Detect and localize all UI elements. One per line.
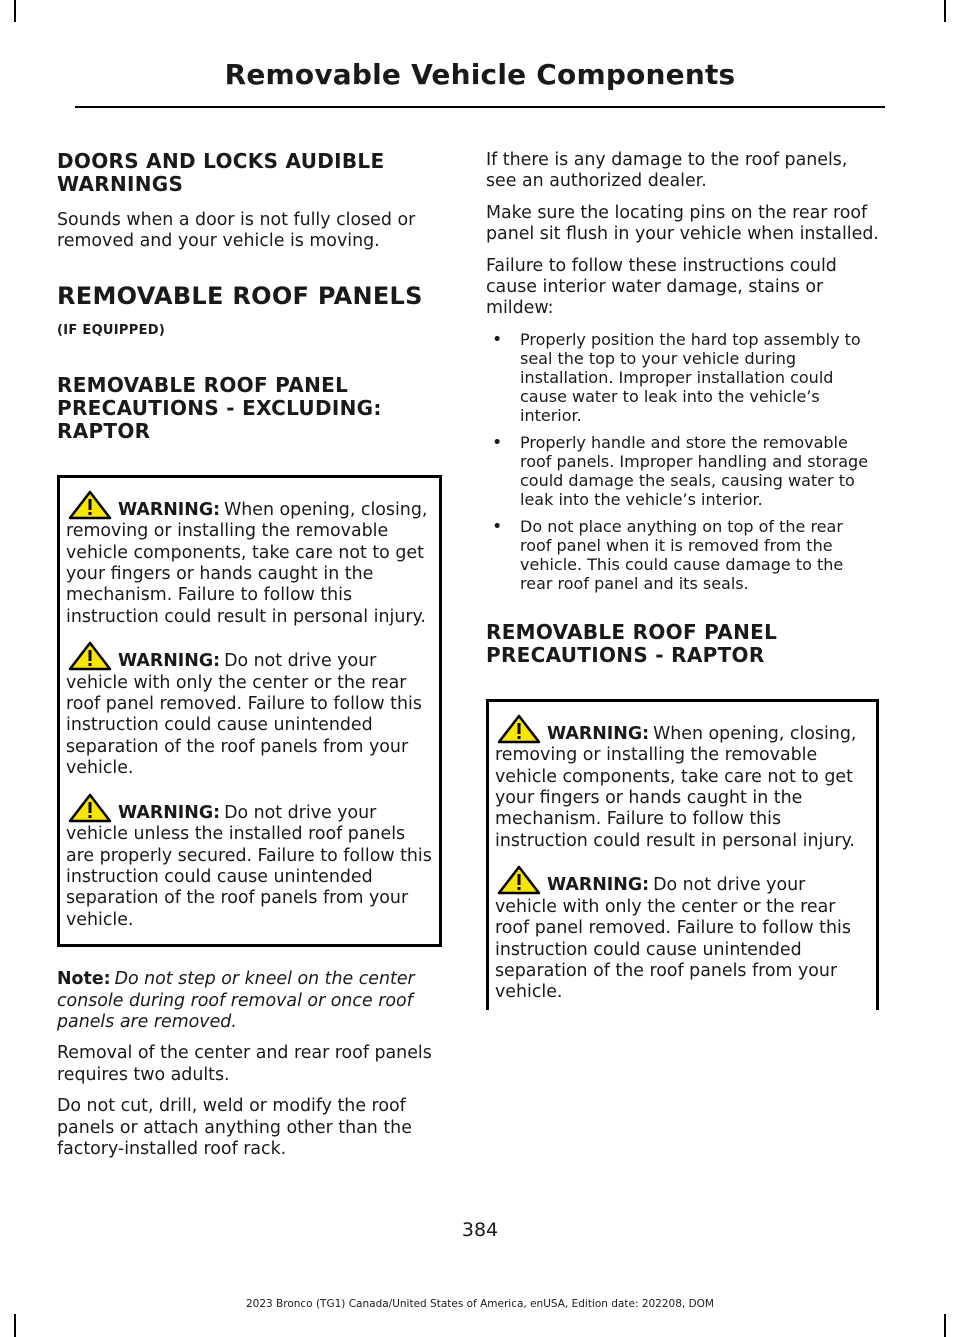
note-label: Note: — [57, 969, 111, 990]
bullet-list — [486, 330, 879, 593]
left-column — [57, 150, 442, 1160]
bullet-marker: • — [492, 516, 503, 537]
warning-triangle-icon — [497, 865, 541, 895]
bullet-marker: • — [492, 329, 503, 350]
warning-label: WARNING: — [118, 499, 221, 520]
list-item — [486, 330, 879, 425]
warning-text: Do not drive your vehicle with only the center or the rear roof panel removed. Failure to follow this instruction could cause unintended separation of the roof panels from your vehicle. — [66, 651, 422, 779]
paragraph-locating-pins: Make sure the locating pins on the rear roof panel sit flush in your vehicle when installed. — [486, 202, 879, 245]
warning-text: When opening, closing, removing or installing the removable vehicle components, take care not to get your fingers or hands caught in the mechanism. Failure to follow this instruction could result in personal injury. — [66, 499, 428, 627]
note-text: Do not step or kneel on the center console during roof removal or once roof panels are removed. — [57, 969, 415, 1032]
paragraph-failure: Failure to follow these instructions could cause interior water damage, stains or mildew: — [486, 255, 837, 319]
paragraph-damage: If there is any damage to the roof panels, see an authorized dealer. — [486, 150, 848, 192]
warning-item — [495, 714, 870, 852]
crop-mark — [944, 0, 946, 22]
warning-item — [66, 793, 433, 931]
warning-text: When opening, closing, removing or installing the removable vehicle components, take care not to get your fingers or hands caught in the mechanism. Failure to follow this instruction could result in personal injury. — [495, 723, 857, 851]
paragraph-doors: Sounds when a door is not fully closed or removed and your vehicle is moving. — [57, 210, 416, 252]
warning-triangle-icon — [68, 793, 112, 823]
page-header-title: Removable Vehicle Components — [224, 58, 736, 91]
page-number: 384 — [461, 1219, 499, 1241]
crop-mark — [944, 1314, 946, 1337]
right-column — [486, 150, 879, 1010]
heading-removable-roof-panels — [57, 281, 442, 346]
heading-suffix: (IF EQUIPPED) — [57, 322, 166, 338]
warning-box — [486, 699, 879, 1010]
footer-edition: 2023 Bronco (TG1) Canada/United States of America, enUSA, Edition date: 202208, DOM — [245, 1298, 714, 1310]
warning-label: WARNING: — [118, 802, 221, 823]
warning-item — [66, 641, 433, 779]
warning-label: WARNING: — [547, 723, 650, 744]
warning-triangle-icon — [497, 714, 541, 744]
crop-mark — [14, 1314, 16, 1337]
heading-main-text: REMOVABLE ROOF PANELS — [57, 281, 423, 310]
header-rule — [75, 106, 885, 108]
heading-doors-locks: DOORS AND LOCKS AUDIBLE WARNINGS — [57, 149, 385, 196]
heading-precautions-raptor: REMOVABLE ROOF PANEL PRECAUTIONS - RAPTOR — [486, 619, 778, 667]
warning-text: Do not drive your vehicle with only the center or the rear roof panel removed. Failure to follow this instruction could cause unintended separation of the roof panels from your vehicle. — [495, 875, 851, 1003]
paragraph-two-adults: Removal of the center and rear roof panels requires two adults. — [57, 1043, 432, 1085]
warning-triangle-icon — [68, 490, 112, 520]
list-item — [486, 433, 879, 509]
list-item — [486, 517, 879, 593]
list-item-text: Properly handle and store the removable roof panels. Improper handling and storage could damage the seals, causing water to leak into the vehicle’s interior. — [520, 432, 869, 509]
paragraph-do-not-modify: Do not cut, drill, weld or modify the roof panels or attach anything other than the factory-installed roof rack. — [57, 1096, 412, 1159]
list-item-text: Properly position the hard top assembly to seal the top to your vehicle during installation. Improper installation could cause water to leak into the vehicle’s interior. — [520, 329, 861, 425]
list-item-text: Do not place anything on top of the rear roof panel when it is removed from the vehicle. This could cause damage to the rear roof panel and its seals. — [520, 516, 844, 593]
bullet-marker: • — [492, 432, 503, 453]
warning-label: WARNING: — [547, 875, 650, 896]
warning-label: WARNING: — [118, 651, 221, 672]
warning-triangle-icon — [68, 641, 112, 671]
warning-text: Do not drive your vehicle unless the installed roof panels are properly secured. Failure to follow this instruction could cause unintended separation of the roof panels from your vehicle. — [66, 802, 432, 930]
warning-item — [66, 490, 433, 628]
warning-item — [495, 865, 870, 1003]
heading-precautions-excluding-raptor: REMOVABLE ROOF PANEL PRECAUTIONS - EXCLUDING: RAPTOR — [57, 372, 382, 443]
note — [57, 969, 442, 1033]
warning-box — [57, 475, 442, 947]
crop-mark — [14, 0, 16, 22]
